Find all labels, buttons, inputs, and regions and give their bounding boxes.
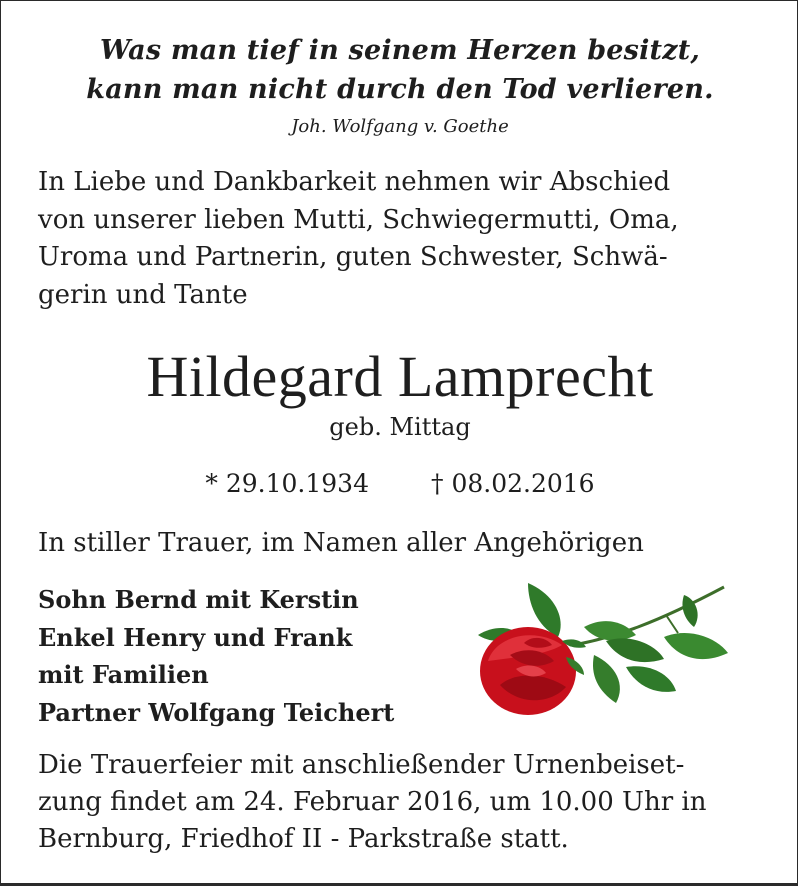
quote-line-2: kann man nicht durch den Tod verlieren. bbox=[86, 74, 714, 105]
intro-text bbox=[38, 164, 768, 314]
quote-line-1: Was man tief in seinem Herzen besitzt, bbox=[99, 35, 701, 66]
family-list bbox=[38, 581, 394, 731]
family-member: Sohn Bernd mit Kerstin bbox=[38, 585, 359, 614]
quote-author: Joh. Wolfgang v. Goethe bbox=[291, 116, 509, 137]
family-member: mit Familien bbox=[38, 660, 209, 689]
family-member: Enkel Henry und Frank bbox=[38, 622, 353, 652]
service-line: Bernburg, Friedhof II - Parkstraße statt. bbox=[38, 824, 569, 854]
birth-date: * 29.10.1934 bbox=[205, 469, 369, 498]
service-line: zung findet am 24. Februar 2016, um 10.00 Uhr in bbox=[38, 787, 707, 817]
life-dates bbox=[0, 467, 800, 501]
service-line: Die Trauerfeier mit anschließender Urnenbeiset- bbox=[38, 750, 685, 780]
rose-image bbox=[466, 575, 736, 725]
maiden-name: geb. Mittag bbox=[329, 413, 471, 441]
intro-line: von unserer lieben Mutti, Schwiegermutti, Oma, bbox=[38, 204, 679, 235]
deceased-name: Hildegard Lamprecht bbox=[146, 344, 654, 409]
mourning-line: In stiller Trauer, im Namen aller Angehörigen bbox=[38, 528, 644, 558]
service-details bbox=[38, 747, 768, 858]
intro-line: gerin und Tante bbox=[38, 279, 248, 310]
intro-line: Uroma und Partnerin, guten Schwester, Schwä- bbox=[38, 242, 668, 272]
family-member: Partner Wolfgang Teichert bbox=[38, 697, 395, 727]
death-date: † 08.02.2016 bbox=[431, 469, 595, 498]
intro-line: In Liebe und Dankbarkeit nehmen wir Abschied bbox=[38, 167, 671, 197]
